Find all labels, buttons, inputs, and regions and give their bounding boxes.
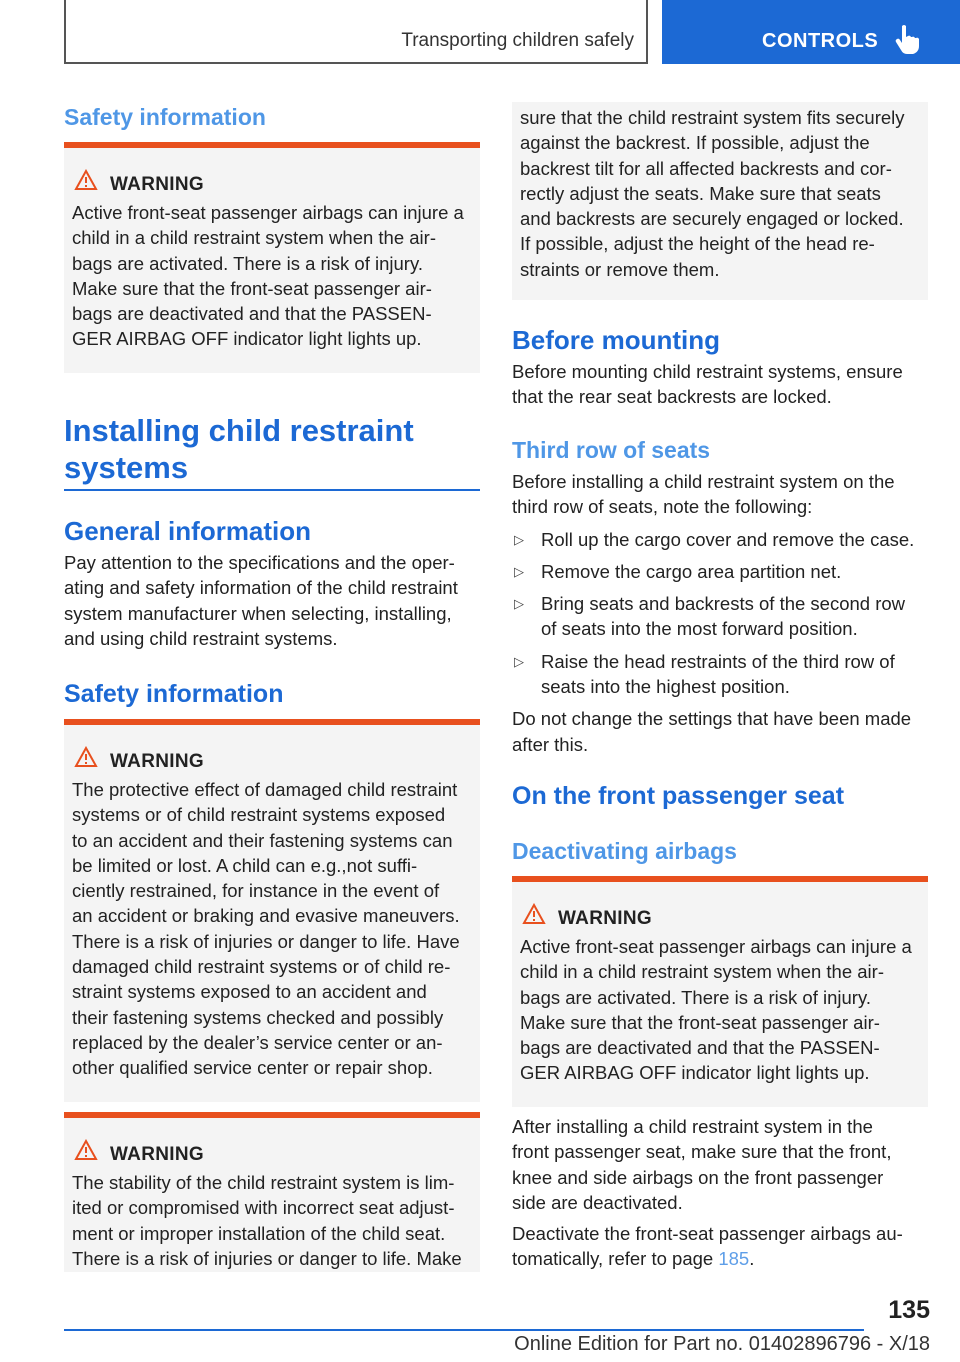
warning-body-1: [72, 200, 477, 352]
install-note-block: [512, 1114, 928, 1272]
warning-line: their fastening systems checked and possibly: [72, 1006, 444, 1028]
warning-label: WARNING: [110, 174, 204, 195]
warning-line: straint systems exposed to an accident and: [72, 981, 427, 1003]
list-item: [512, 591, 928, 642]
install-line: knee and side airbags on the front passenger: [512, 1166, 884, 1188]
warning-line: bags are deactivated and that the PASSEN-: [520, 1037, 880, 1059]
warning-line: be limited or lost. A child can e.g.,not suffi-: [72, 854, 418, 876]
warning-box-4: [512, 876, 928, 1107]
footer-edition: Online Edition for Part no. 01402896796 - X/18: [514, 1333, 930, 1355]
warning-line: GER AIRBAG OFF indicator light lights up.: [520, 1062, 870, 1084]
before-line: that the rear seat backrests are locked.: [512, 386, 832, 408]
bullet-triangle-icon: ▷: [514, 563, 524, 579]
general-info-block: [64, 516, 480, 651]
warning-line: GER AIRBAG OFF indicator light lights up.: [72, 328, 422, 350]
third-row-heading: Third row of seats: [512, 437, 711, 463]
warning-body-2: [72, 777, 477, 1081]
install-line: front passenger seat, make sure that the front,: [512, 1141, 892, 1163]
warning-line: ment or improper installation of the child seat.: [72, 1222, 446, 1244]
warning-line: bags are activated. There is a risk of injury.: [72, 252, 423, 274]
warning-label: WARNING: [110, 751, 204, 772]
third-row-block: [512, 437, 928, 757]
warning-line: to an accident and their fastening systems can: [72, 829, 453, 851]
general-heading: General information: [64, 516, 312, 546]
warning-line: Make sure that the front-seat passenger air-: [520, 1011, 880, 1033]
list-item-line: Roll up the cargo cover and remove the case.: [541, 528, 915, 550]
list-item-line: of seats into the most forward position.: [541, 618, 858, 640]
header-section-title: Transporting children safely: [401, 30, 634, 51]
bullet-triangle-icon: ▷: [514, 596, 524, 612]
warning-line: child in a child restraint system when the air-: [520, 961, 884, 983]
warning-box-2: [64, 719, 480, 1102]
install-line: After installing a child restraint system in the: [512, 1116, 873, 1137]
continuation-line: backrest tilt for all affected backrests and cor-: [520, 157, 892, 179]
warning-line: bags are deactivated and that the PASSEN-: [72, 303, 432, 325]
warning-line: There is a risk of injuries or danger to life. Make: [72, 1247, 462, 1269]
page-reference-link[interactable]: 185: [718, 1248, 750, 1270]
front-seat-block: [512, 782, 928, 811]
main-heading-line1: Installing child restraint: [64, 413, 414, 448]
warning-label: WARNING: [558, 908, 652, 929]
list-item-line: seats into the highest position.: [541, 676, 790, 698]
third-row-line: Before installing a child restraint system on the: [512, 471, 895, 492]
deactivate-suffix: .: [749, 1248, 755, 1270]
deactivate-line-2: [512, 1246, 928, 1271]
hand-pointer-icon: [894, 24, 920, 54]
page-number: 135: [888, 1296, 930, 1324]
header-chapter-tab: [662, 0, 960, 64]
warning-line: an accident or braking and evasive maneuvers.: [72, 905, 460, 927]
list-item: [512, 527, 928, 552]
third-row-line: third row of seats, note the following:: [512, 496, 813, 518]
safety-heading-2-block: [64, 680, 480, 709]
deactivating-block: [512, 838, 928, 865]
bullet-triangle-icon: ▷: [514, 531, 524, 547]
continuation-line: rectly adjust the seats. Make sure that seats: [520, 182, 881, 204]
before-mounting-heading: Before mounting: [512, 325, 720, 355]
left-column: [64, 104, 480, 131]
safety-heading-1: Safety information: [64, 104, 266, 130]
continuation-line: straints or remove them.: [520, 258, 720, 280]
continuation-line: If possible, adjust the height of the head re-: [520, 233, 875, 255]
general-line: system manufacturer when selecting, installing,: [64, 602, 452, 624]
footer-rule: [64, 1329, 864, 1331]
list-item: [512, 559, 928, 584]
warning-line: ciently restrained, for instance in the event of: [72, 880, 440, 902]
header-chapter-label: CONTROLS: [762, 30, 879, 52]
deactivate-prefix: tomatically, refer to page: [512, 1248, 719, 1270]
warning-line: Make sure that the front-seat passenger air-: [72, 277, 432, 299]
list-item-line: Raise the head restraints of the third row of: [541, 650, 895, 672]
warning-line: replaced by the dealer’s service center or an-: [72, 1031, 443, 1053]
front-seat-heading: On the front passenger seat: [512, 782, 845, 810]
after-line: Do not change the settings that have been made: [512, 708, 912, 730]
warning-line: Active front-seat passenger airbags can injure a: [520, 936, 912, 957]
warning-label: WARNING: [110, 1144, 204, 1165]
warning-body-3: [72, 1170, 477, 1271]
main-heading-line2: systems: [64, 450, 189, 485]
list-item-line: Bring seats and backrests of the second row: [541, 593, 906, 615]
warning-line: Active front-seat passenger airbags can injure a: [72, 202, 464, 223]
warning-line: bags are activated. There is a risk of injury.: [520, 986, 871, 1008]
warning-line: other qualified service center or repair shop.: [72, 1057, 433, 1079]
deactivate-line: Deactivate the front-seat passenger airbags au-: [512, 1223, 903, 1245]
warning-triangle-icon: [74, 746, 98, 768]
warning-line: ited or compromised with incorrect seat adjust-: [72, 1197, 455, 1219]
warning-triangle-icon: [74, 1139, 98, 1161]
general-line: Pay attention to the specifications and the oper-: [64, 552, 455, 573]
before-line: Before mounting child restraint systems, ensure: [512, 361, 903, 382]
list-item-line: Remove the cargo area partition net.: [541, 560, 842, 582]
continuation-line: and backrests are securely engaged or locked.: [520, 208, 904, 230]
warning-line: There is a risk of injuries or danger to life. Have: [72, 930, 460, 952]
deactivating-heading: Deactivating airbags: [512, 838, 737, 864]
install-line: side are deactivated.: [512, 1191, 683, 1213]
warning-line: The stability of the child restraint system is lim-: [72, 1172, 455, 1193]
general-line: and using child restraint systems.: [64, 627, 338, 649]
list-item: [512, 649, 928, 700]
general-line: ating and safety information of the child restraint: [64, 577, 458, 599]
continuation-line: against the backrest. If possible, adjust the: [520, 132, 870, 154]
safety-heading-2: Safety information: [64, 680, 284, 708]
warning-triangle-icon: [522, 903, 546, 925]
warning-continuation-box: [512, 102, 928, 300]
continuation-line: sure that the child restraint system fits securely: [520, 107, 905, 128]
warning-body-4: [520, 934, 925, 1086]
warning-line: systems or of child restraint systems exposed: [72, 804, 446, 826]
header-section-box: [64, 0, 648, 64]
before-mounting-block: [512, 325, 928, 410]
warning-triangle-icon: [74, 169, 98, 191]
warning-line: damaged child restraint systems or of child re-: [72, 956, 451, 978]
main-heading-block: [64, 412, 480, 486]
warning-line: child in a child restraint system when the air-: [72, 227, 436, 249]
warning-box-1: [64, 142, 480, 373]
after-line: after this.: [512, 733, 589, 755]
heading-underline: [64, 489, 480, 491]
warning-box-3: [64, 1112, 480, 1272]
warning-line: The protective effect of damaged child restraint: [72, 779, 458, 800]
bullet-triangle-icon: ▷: [514, 653, 524, 669]
